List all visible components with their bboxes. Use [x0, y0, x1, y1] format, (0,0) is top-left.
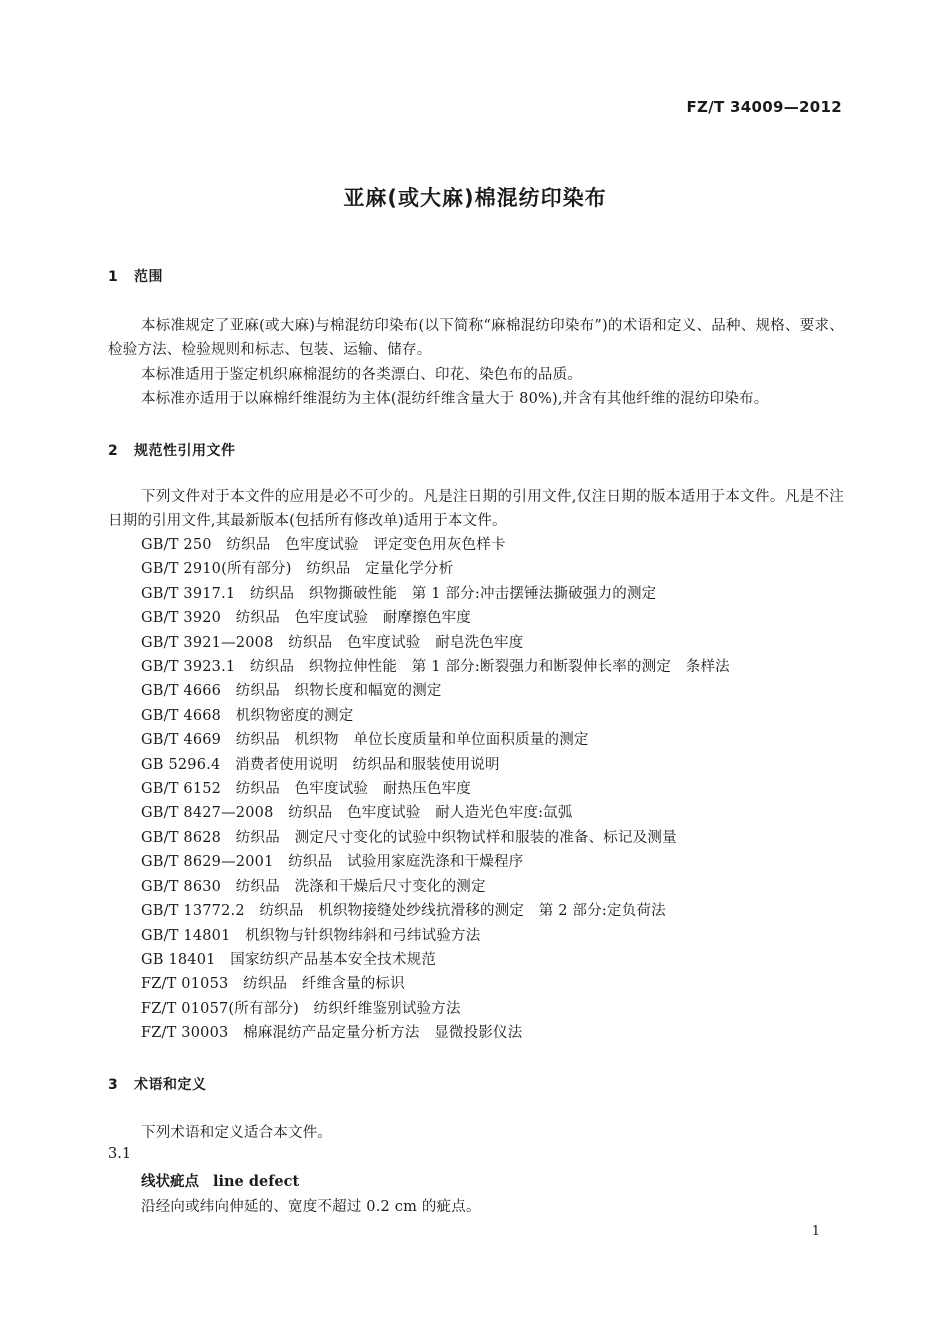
reference-item: FZ/T 01053 纺织品 纤维含量的标识	[141, 976, 405, 993]
reference-list	[141, 533, 730, 1046]
reference-item: GB/T 8427—2008 纺织品 色牢度试验 耐人造光色牢度:氙弧	[141, 805, 573, 822]
section-1-heading	[108, 266, 163, 286]
reference-item: GB/T 2910(所有部分) 纺织品 定量化学分析	[141, 561, 454, 578]
term-zh: 线状疵点	[141, 1174, 199, 1190]
term-heading	[141, 1170, 299, 1191]
term-number: 3.1	[108, 1146, 132, 1162]
reference-item: GB/T 250 纺织品 色牢度试验 评定变色用灰色样卡	[141, 537, 506, 553]
reference-item: GB 18401 国家纺织产品基本安全技术规范	[141, 951, 437, 968]
term-definition: 沿经向或纬向伸延的、宽度不超过 0.2 cm 的疵点。	[141, 1199, 481, 1215]
reference-item: FZ/T 01057(所有部分) 纺织纤维鉴别试验方法	[141, 1000, 461, 1017]
scope-paragraph-2: 本标准适用于鉴定机织麻棉混纺的各类漂白、印花、染色布的品质。	[141, 367, 582, 383]
reference-item: GB/T 4668 机织物密度的测定	[141, 707, 354, 724]
reference-item: GB/T 3917.1 纺织品 织物撕破性能 第 1 部分:冲击摆锤法撕破强力的测定	[141, 585, 657, 602]
scope-paragraph-1: 本标准规定了亚麻(或大麻)与棉混纺印染布(以下简称“麻棉混纺印染布”)的术语和定义、品种、规格、要求、检验方法、检验规则和标志、包装、运输、储存。	[108, 318, 844, 359]
terms-intro-paragraph: 下列术语和定义适合本文件。	[141, 1125, 333, 1141]
section-title: 规范性引用文件	[134, 443, 236, 459]
reference-item: GB 5296.4 消费者使用说明 纺织品和服装使用说明	[141, 756, 500, 773]
section-number: 3	[108, 1077, 119, 1093]
section-3-heading	[108, 1074, 207, 1094]
document-title: 亚麻(或大麻)棉混纺印染布	[343, 186, 607, 210]
reference-item: GB/T 13772.2 纺织品 机织物接缝处纱线抗滑移的测定 第 2 部分:定负荷法	[141, 903, 666, 920]
page-number: 1	[811, 1224, 820, 1239]
section-title: 范围	[134, 269, 163, 285]
normative-intro-paragraph: 下列文件对于本文件的应用是必不可少的。凡是注日期的引用文件,仅注日期的版本适用于本文件。凡是不注日期的引用文件,其最新版本(包括所有修改单)适用于本文件。	[108, 489, 844, 530]
section-number: 1	[108, 269, 119, 285]
standard-code: FZ/T 34009—2012	[686, 98, 842, 116]
section-2-heading	[108, 440, 236, 460]
reference-item: GB/T 14801 机织物与针织物纬斜和弓纬试验方法	[141, 927, 481, 944]
reference-item: GB/T 6152 纺织品 色牢度试验 耐热压色牢度	[141, 781, 472, 798]
reference-item: GB/T 4669 纺织品 机织物 单位长度质量和单位面积质量的测定	[141, 732, 589, 749]
section-number: 2	[108, 443, 119, 459]
scope-paragraph-3: 本标准亦适用于以麻棉纤维混纺为主体(混纺纤维含量大于 80%),并含有其他纤维的混纺印染布。	[141, 391, 769, 407]
reference-item: GB/T 3920 纺织品 色牢度试验 耐摩擦色牢度	[141, 610, 472, 627]
reference-item: FZ/T 30003 棉麻混纺产品定量分析方法 显微投影仪法	[141, 1025, 523, 1042]
reference-item: GB/T 8629—2001 纺织品 试验用家庭洗涤和干燥程序	[141, 854, 524, 871]
reference-item: GB/T 3921—2008 纺织品 色牢度试验 耐皂洗色牢度	[141, 634, 524, 651]
section-title: 术语和定义	[134, 1077, 207, 1093]
term-en: line defect	[213, 1173, 300, 1190]
reference-item: GB/T 8630 纺织品 洗涤和干燥后尺寸变化的测定	[141, 878, 486, 895]
reference-item: GB/T 3923.1 纺织品 织物拉伸性能 第 1 部分:断裂强力和断裂伸长率的测定 条样法	[141, 659, 730, 676]
reference-item: GB/T 8628 纺织品 测定尺寸变化的试验中织物试样和服装的准备、标记及测量	[141, 829, 677, 846]
reference-item: GB/T 4666 纺织品 织物长度和幅宽的测定	[141, 683, 442, 700]
